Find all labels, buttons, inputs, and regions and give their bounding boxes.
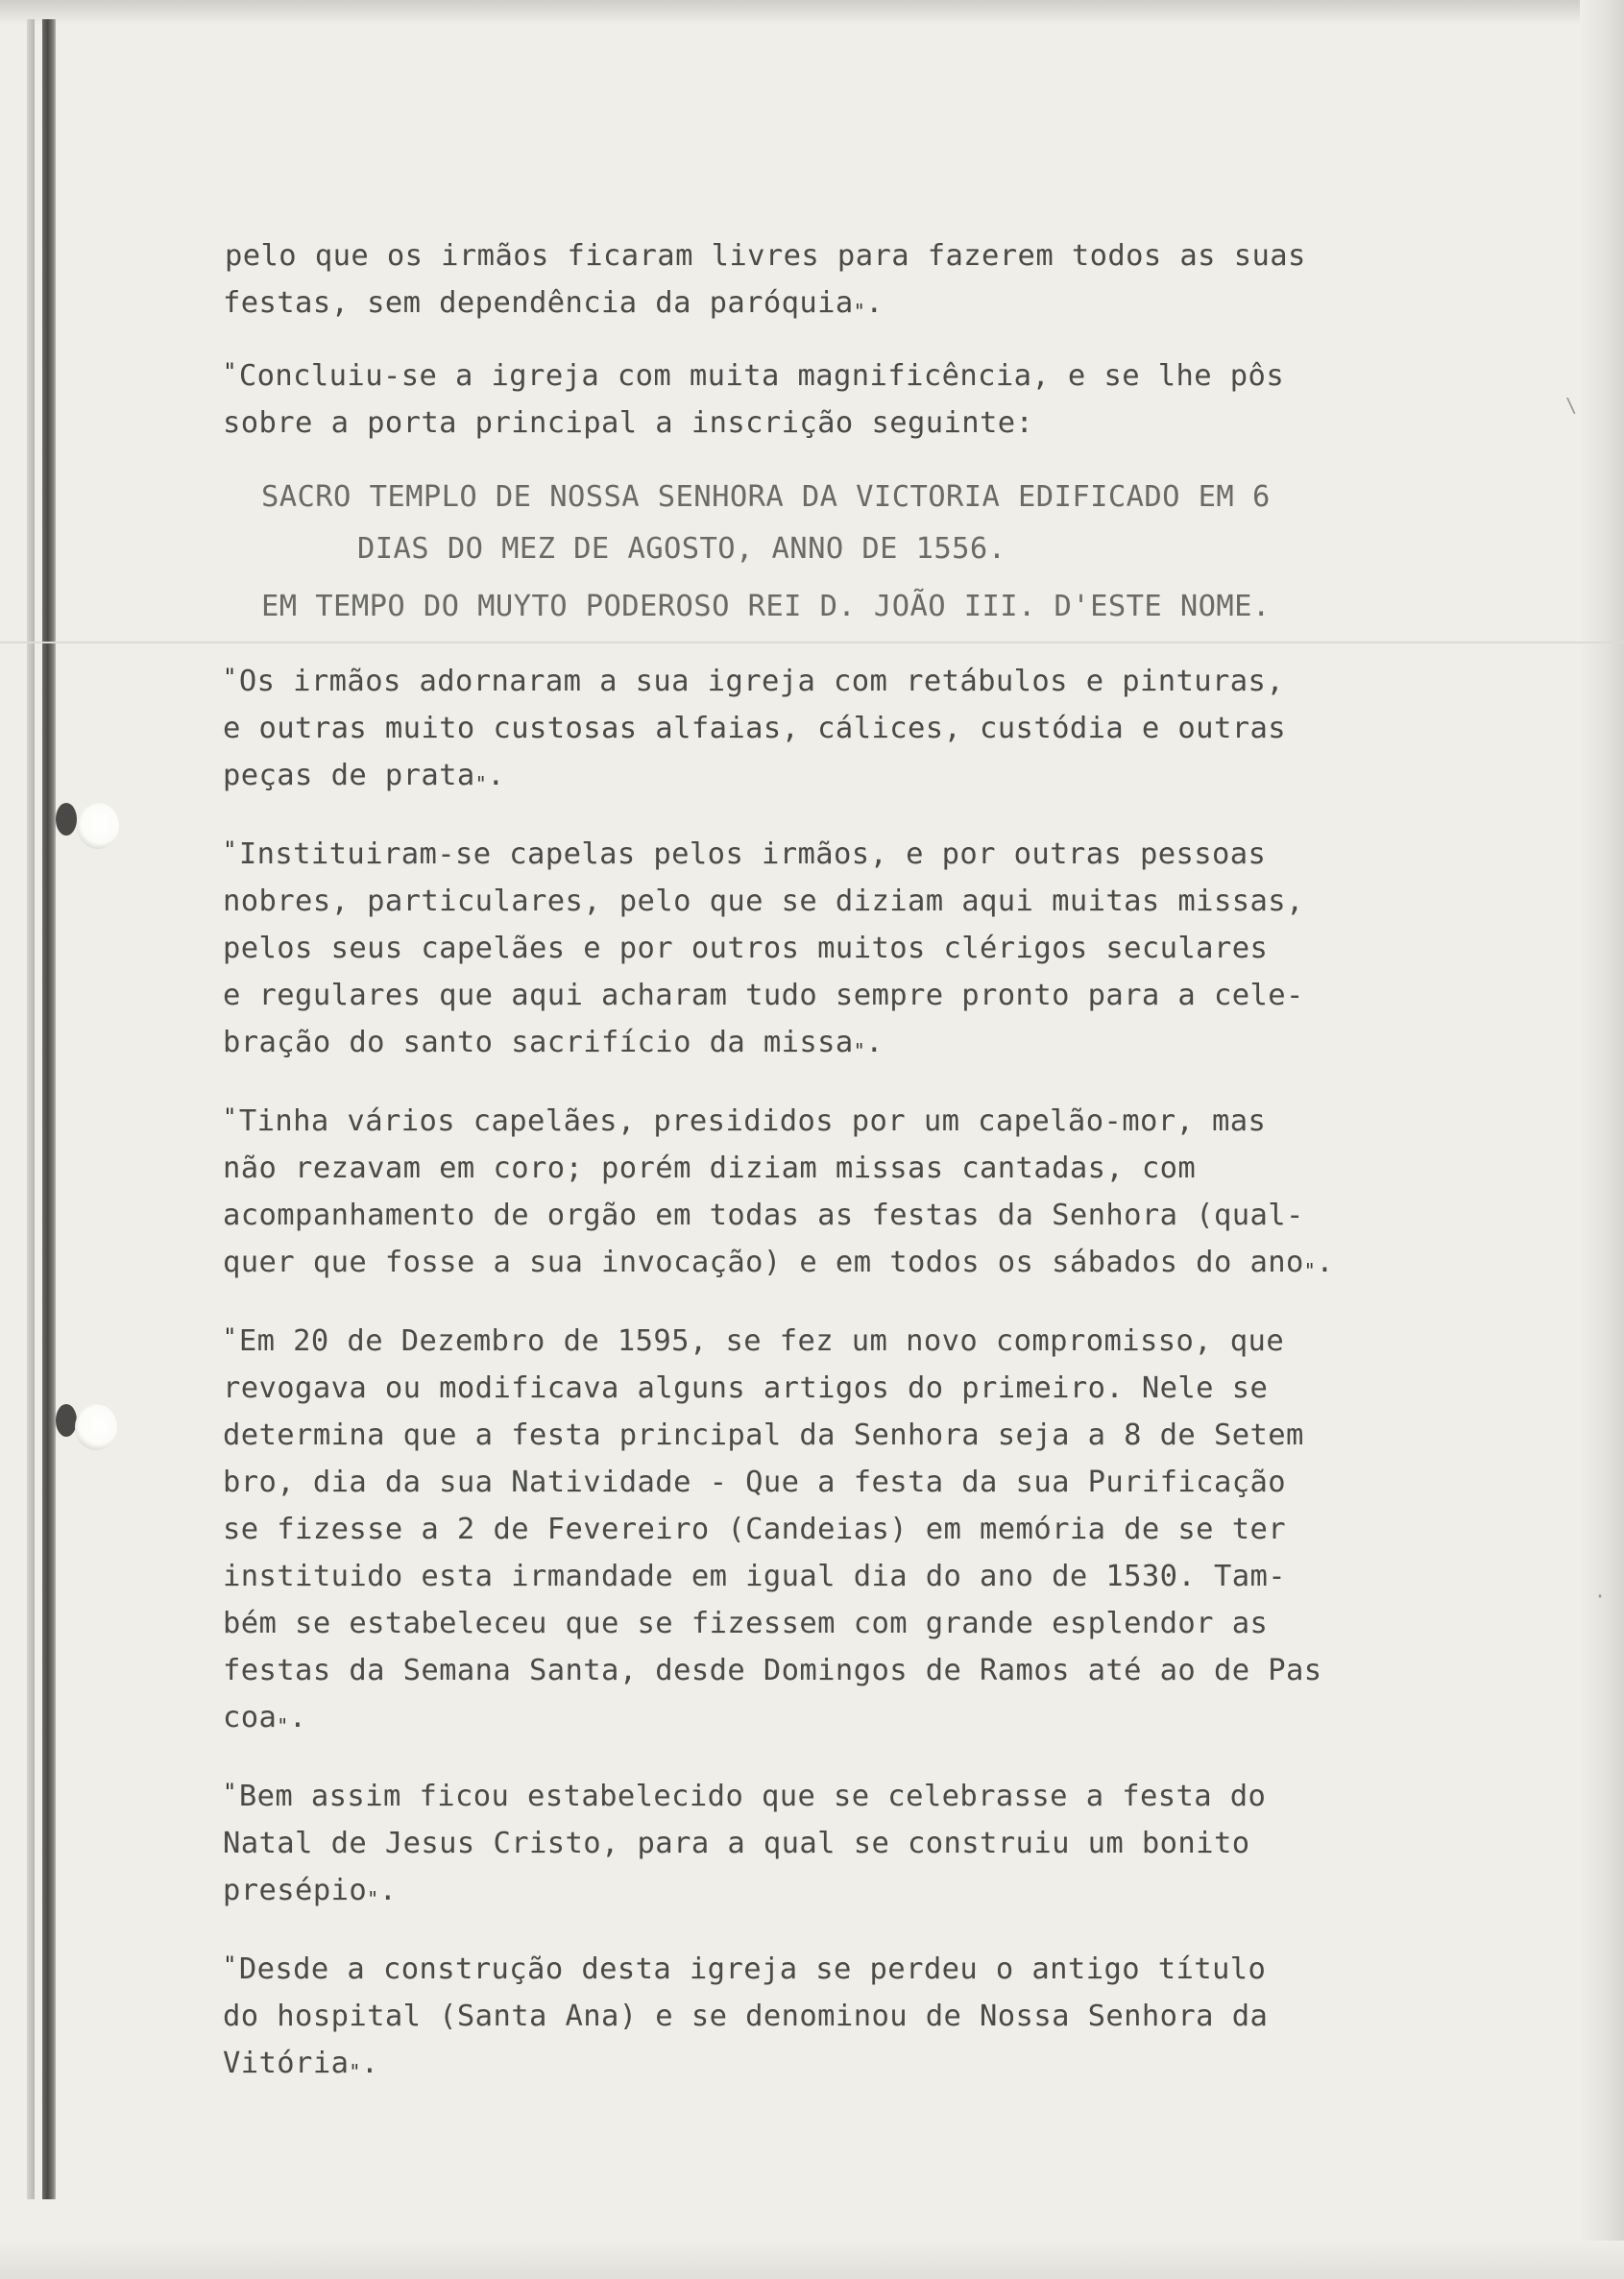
paragraph: "Desde a construção desta igreja se perdeu o antigo título do hospital (Santa Ana) e se denominou de Nossa Senhora da Vitória". (223, 1952, 1269, 2083)
paragraph: "Tinha vários capelães, presididos por um capelão-mor, mas não rezavam em coro; porém diziam missas cantadas, com acompanhamento de orgão em todas as festas da Senhora (qual- quer que fosse a sua invocação) e em todos os sábados do ano". (223, 1103, 1334, 1282)
document-body (223, 229, 1433, 2115)
close-quote: " (474, 772, 488, 795)
close-quote: " (1303, 1259, 1317, 1282)
paragraph-text: Tinha vários capelães, presididos por um capelão-mor, mas não rezavam em coro; porém diziam missas cantadas, com acompanhamento de orgão em todas as festas da Senhora (qual- quer que fosse a sua invocação) e em todos os sábados do ano (223, 1104, 1304, 1279)
punch-hole (75, 1404, 117, 1450)
paragraph-text: Instituiram-se capelas pelos irmãos, e por outras pessoas nobres, particulares, pelo que se diziam aqui muitas missas, pelos seus capelães e por outros muitos clérigos seculares e regulares que aqui acharam tudo sempre pronto para a cele- bração do santo sacrifício da missa (223, 837, 1304, 1059)
inscription-line: SACRO TEMPLO DE NOSSA SENHORA DA VICTORIA EDIFICADO EM 6 (261, 480, 1271, 514)
paragraph-text: Em 20 de Dezembro de 1595, se fez um novo compromisso, que revogava ou modificava alguns artigos do primeiro. Nele se determina que a festa principal da Senhora seja a 8 de Setem bro, dia da sua Natividade - Que a festa da sua Purificação se fizesse a 2 de Fevereiro (Candeias) em memória de se ter instituido esta irmandade em igual dia do ano de 1530. Tam- bém se estabeleceu que se fizessem com grande esplendor as festas da Semana Santa, desde Domingos de Ramos até ao de Pas coa (223, 1324, 1322, 1734)
punch-hole-shadow (56, 1404, 77, 1437)
binding-spine (42, 19, 56, 2199)
paragraph: "Em 20 de Dezembro de 1595, se fez um novo compromisso, que revogava ou modificava alguns artigos do primeiro. Nele se determina que a festa principal da Senhora seja a 8 de Setem bro, dia da sua Natividade - Que a festa da sua Purificação se fizesse a 2 de Fevereiro (Candeias) em memória de se ter instituido esta irmandade em igual dia do ano de 1530. Tam- bém se estabeleceu que se fizessem com grande esplendor as festas da Semana Santa, desde Domingos de Ramos até ao de Pas coa". (223, 1323, 1322, 1737)
paragraph-text: Desde a construção desta igreja se perdeu o antigo título do hospital (Santa Ana) e se denominou de Nossa Senhora da Vitória (223, 1952, 1269, 2080)
close-quote: " (853, 300, 866, 323)
punch-hole-shadow (56, 803, 77, 836)
binding-edge-light (27, 19, 35, 2199)
paragraph (223, 349, 1433, 447)
punch-hole (77, 803, 119, 849)
open-quote: " (223, 1323, 237, 1350)
stray-mark: · (1594, 1585, 1607, 1608)
paragraph-text: Concluiu-se a igreja com muita magnificência, e se lhe pôs sobre a porta principal a inscrição seguinte: (223, 359, 1285, 440)
open-quote: " (223, 358, 237, 385)
paragraph: pelo que os irmãos ficaram livres para fazerem todos as suas festas, sem dependência da paróquia". (223, 239, 1306, 323)
open-quote: " (223, 1103, 237, 1130)
inscription-block (223, 472, 1433, 633)
page-right-edge (1580, 0, 1624, 2279)
paragraph-text: pelo que os irmãos ficaram livres para fazerem todos as suas festas, sem dependência da paróquia (223, 239, 1306, 320)
page-top-shadow (0, 0, 1624, 25)
close-quote: " (367, 1887, 379, 1910)
open-quote: " (223, 1779, 237, 1806)
close-quote: " (277, 1714, 289, 1737)
paragraph: "Instituiram-se capelas pelos irmãos, e por outras pessoas nobres, particulares, pelo que se diziam aqui muitas missas, pelos seus capelães e por outros muitos clérigos seculares e regulares que aqui acharam tudo sempre pronto para a cele- bração do santo sacrifício da missa". (223, 836, 1304, 1062)
open-quote: " (223, 1952, 237, 1978)
stray-mark: \ (1565, 394, 1578, 417)
paragraph: "Os irmãos adornaram a sua igreja com retábulos e pinturas, e outras muito custosas alfaias, cálices, custódia e outras peças de prata". (223, 664, 1286, 795)
open-quote: " (223, 664, 237, 691)
paragraph-text: Os irmãos adornaram a sua igreja com retábulos e pinturas, e outras muito custosas alfaias, cálices, custódia e outras peças de prata (223, 665, 1286, 792)
close-quote: " (853, 1039, 866, 1062)
open-quote: " (223, 836, 237, 863)
paragraph-text: Bem assim ficou estabelecido que se celebrasse a festa do Natal de Jesus Cristo, para a qual se construiu um bonito presépio (223, 1780, 1267, 1907)
inscription-line: DIAS DO MEZ DE AGOSTO, ANNO DE 1556. (357, 532, 1006, 566)
close-quote: " (349, 2060, 361, 2083)
paragraph: "Bem assim ficou estabelecido que se celebrasse a festa do Natal de Jesus Cristo, para a qual se construiu um bonito presépio". (223, 1779, 1267, 1910)
page-bottom-shadow (0, 2241, 1624, 2279)
inscription-line: EM TEMPO DO MUYTO PODEROSO REI D. JOÃO III. D'ESTE NOME. (261, 590, 1271, 623)
